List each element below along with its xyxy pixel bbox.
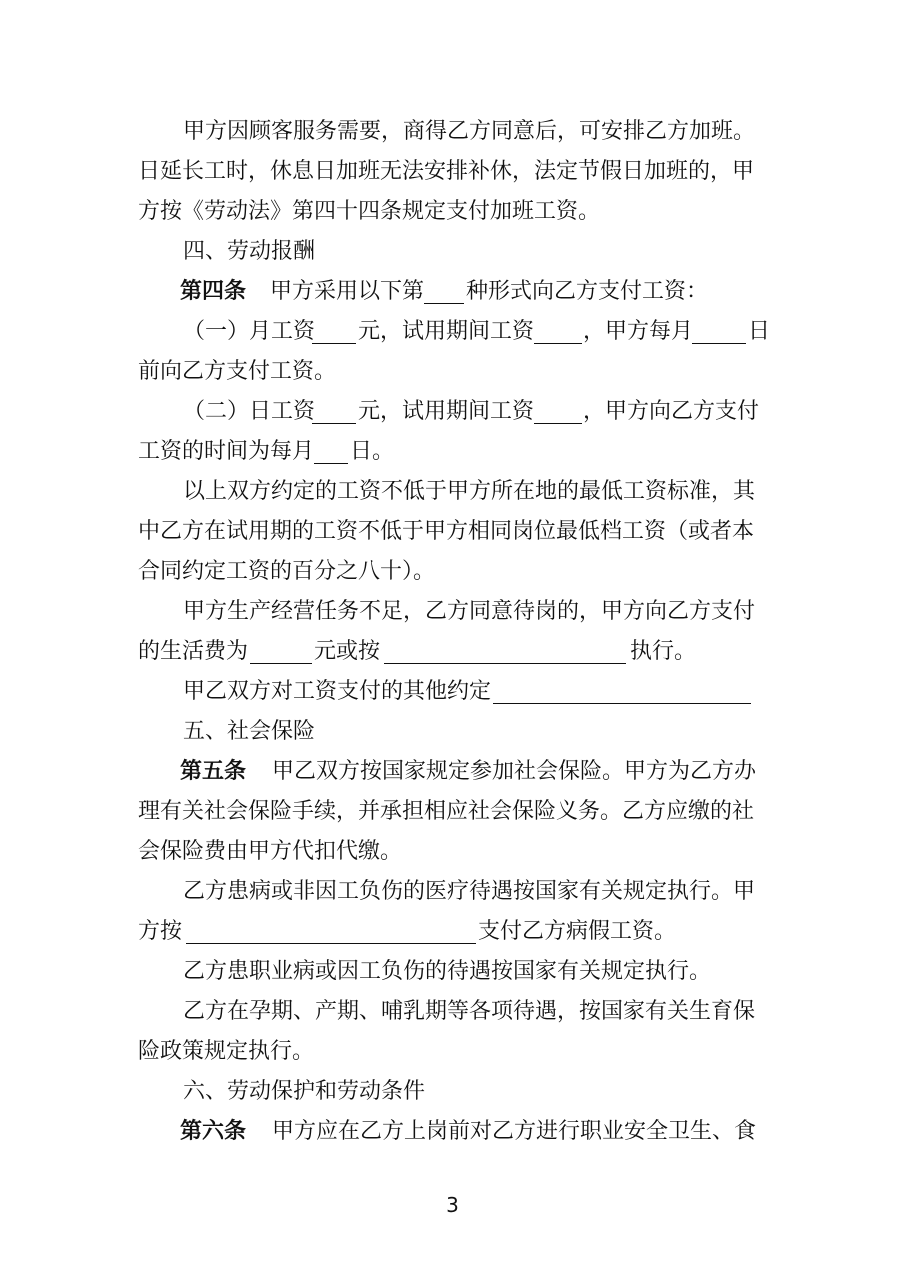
blank-other-wage-terms [493,681,751,704]
blank-living-allowance [250,641,312,664]
blank-probation-wage [534,321,582,344]
blank-pay-day [692,321,746,344]
blank-daily-wage [312,401,356,424]
blank-daily-pay-day [314,441,348,464]
blank-form-number [424,281,464,304]
document-page: 甲方因顾客服务需要，商得乙方同意后，可安排乙方加班。 日延长工时，休息日加班无法安排补休，法定节假日加班的，甲 方按《劳动法》第四十四条规定支付加班工资。 四、劳动报酬 第四条 甲方采用以下第 种形式向乙方支付工资： （一）月工资 元，试用期间工资 ，甲方每月 日 前向乙方支付工资。 （二）日工资 元，试用期间工资 ，甲方向乙方支付 工资的时间为每月 日。 以上双方约定的工资不低于甲方所在地的最低工资标准，其 中乙方在试用期的工资不低于甲方相同岗位最低档工资（或者本 合同约定工资的百分之八十）。 甲方生产经营任务不足，乙方同意待岗的，甲方向乙方支付 的生活费为 元或按 执行。 甲乙双方对工资支付的其他约定 五、社会保险 第五条 甲乙双方按国家规定参加社会保险。甲方为乙方办 理有关社会保险手续，并承担相应社会保险义务。乙方应缴的社 会保险费由甲方代扣代缴。 乙方患病或非因工负伤的医疗待遇按国家有关规定执行。甲 方按 支付乙方病假工资。 乙方患职业病或因工负伤的待遇按国家有关规定执行。 乙方在孕期、产期、哺乳期等各项待遇，按国家有关生育保 险政策规定执行。 六、劳动保护和劳动条件 第六条 甲方应在乙方上岗前对乙方进行职业安全卫生、食 3 [0,0,905,1280]
blank-monthly-wage [312,321,356,344]
article-4-title: 第四条 [180,279,247,304]
article-6-title: 第六条 [180,1119,247,1144]
blank-daily-probation-wage [534,401,582,424]
page-number: 3 [446,1193,459,1217]
blank-sick-pay-basis [186,921,476,944]
blank-living-allowance-basis [384,641,626,664]
article-5-title: 第五条 [180,759,247,784]
